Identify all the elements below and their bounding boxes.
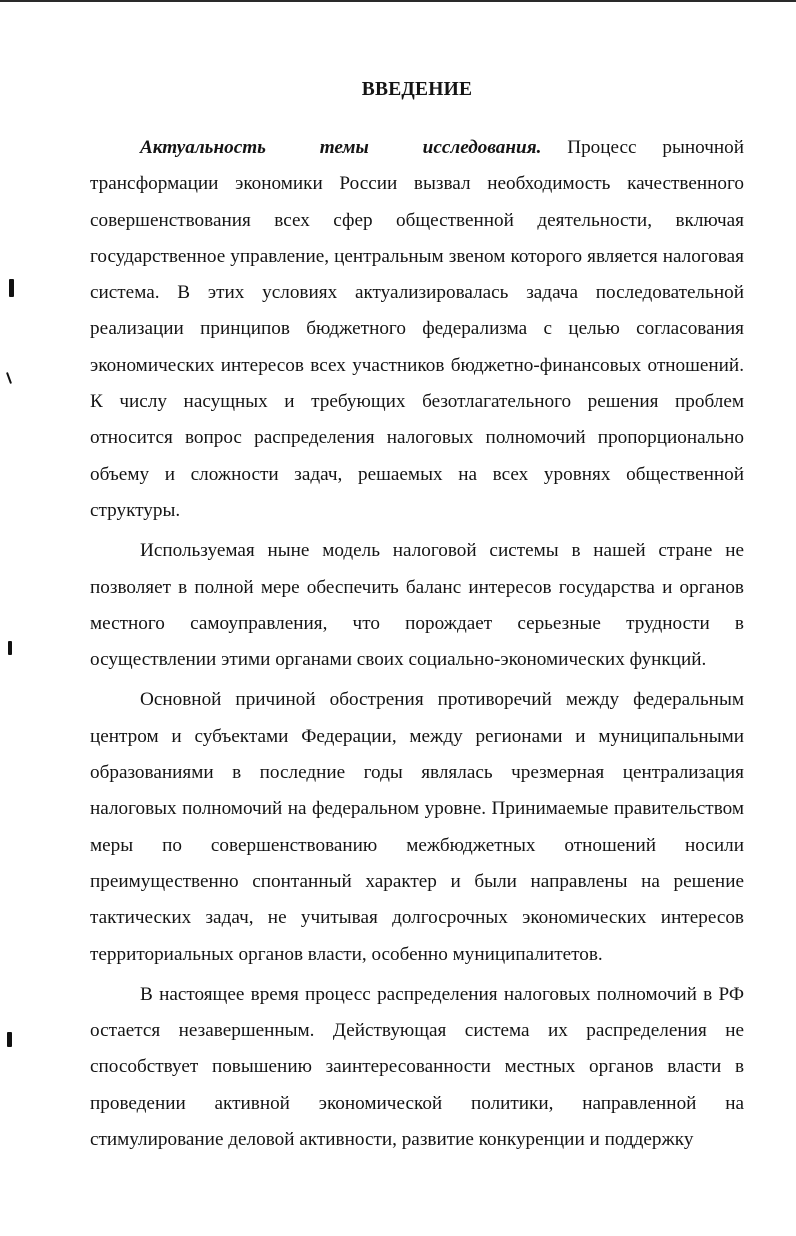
scan-artifact-mark: [6, 372, 12, 384]
paragraph-current-state: В настоящее время процесс распределения налоговых полномочий в РФ остается незавершенным. Действующая система их распределения не способствует повышению заинтересованности местных органов власти в проведении активной экономической политики, направленной на стимулирование деловой активности, развитие конкуренции и поддержку: [90, 983, 744, 1151]
paragraph-text: Процесс рыночной трансформации экономики России вызвал необходимость качественного совершенствования всех сфер общественной деятельности, включая государственное управление, центральным звеном которого является налоговая система. В этих условиях актуализировалась задача последовательной реализации принципов бюджетного федерализма с целью согласования экономических интересов всех участников бюджетно-финансовых отношений. К числу насущных и требующих безотлагательного решения проблем относится вопрос распределения налоговых полномочий пропорционально объему и сложности задач, решаемых на всех уровнях общественной структуры.: [90, 137, 744, 521]
page-title: ВВЕДЕНИЕ: [361, 79, 473, 100]
scan-artifact-mark: [7, 1032, 12, 1047]
paragraph-centralization: Основной причиной обострения противоречий между федеральным центром и субъектами Федерации, между регионами и муниципальными образованиями в последние годы являлась чрезмерная централизация налоговых полномочий на федеральном уровне. Принимаемые правительством меры по совершенствованию межбюджетных отношений носили преимущественно спонтанный характер и были направлены на решение тактических задач, не учитывая долгосрочных экономических интересов территориальных органов власти, особенно муниципалитетов.: [90, 689, 744, 965]
scan-artifact-mark: [8, 641, 12, 655]
paragraph-relevance: [90, 130, 744, 529]
paragraph-lead: Актуальность темы исследования.: [140, 137, 542, 158]
document-page: [90, 76, 744, 1162]
scan-top-edge: [0, 0, 796, 2]
scan-artifact-mark: [9, 279, 14, 297]
paragraph-tax-model: Используемая ныне модель налоговой системы в нашей стране не позволяет в полной мере обеспечить баланс интересов государства и органов местного самоуправления, что порождает серьезные трудности в осуществлении этими органами своих социально-экономических функций.: [90, 540, 744, 671]
